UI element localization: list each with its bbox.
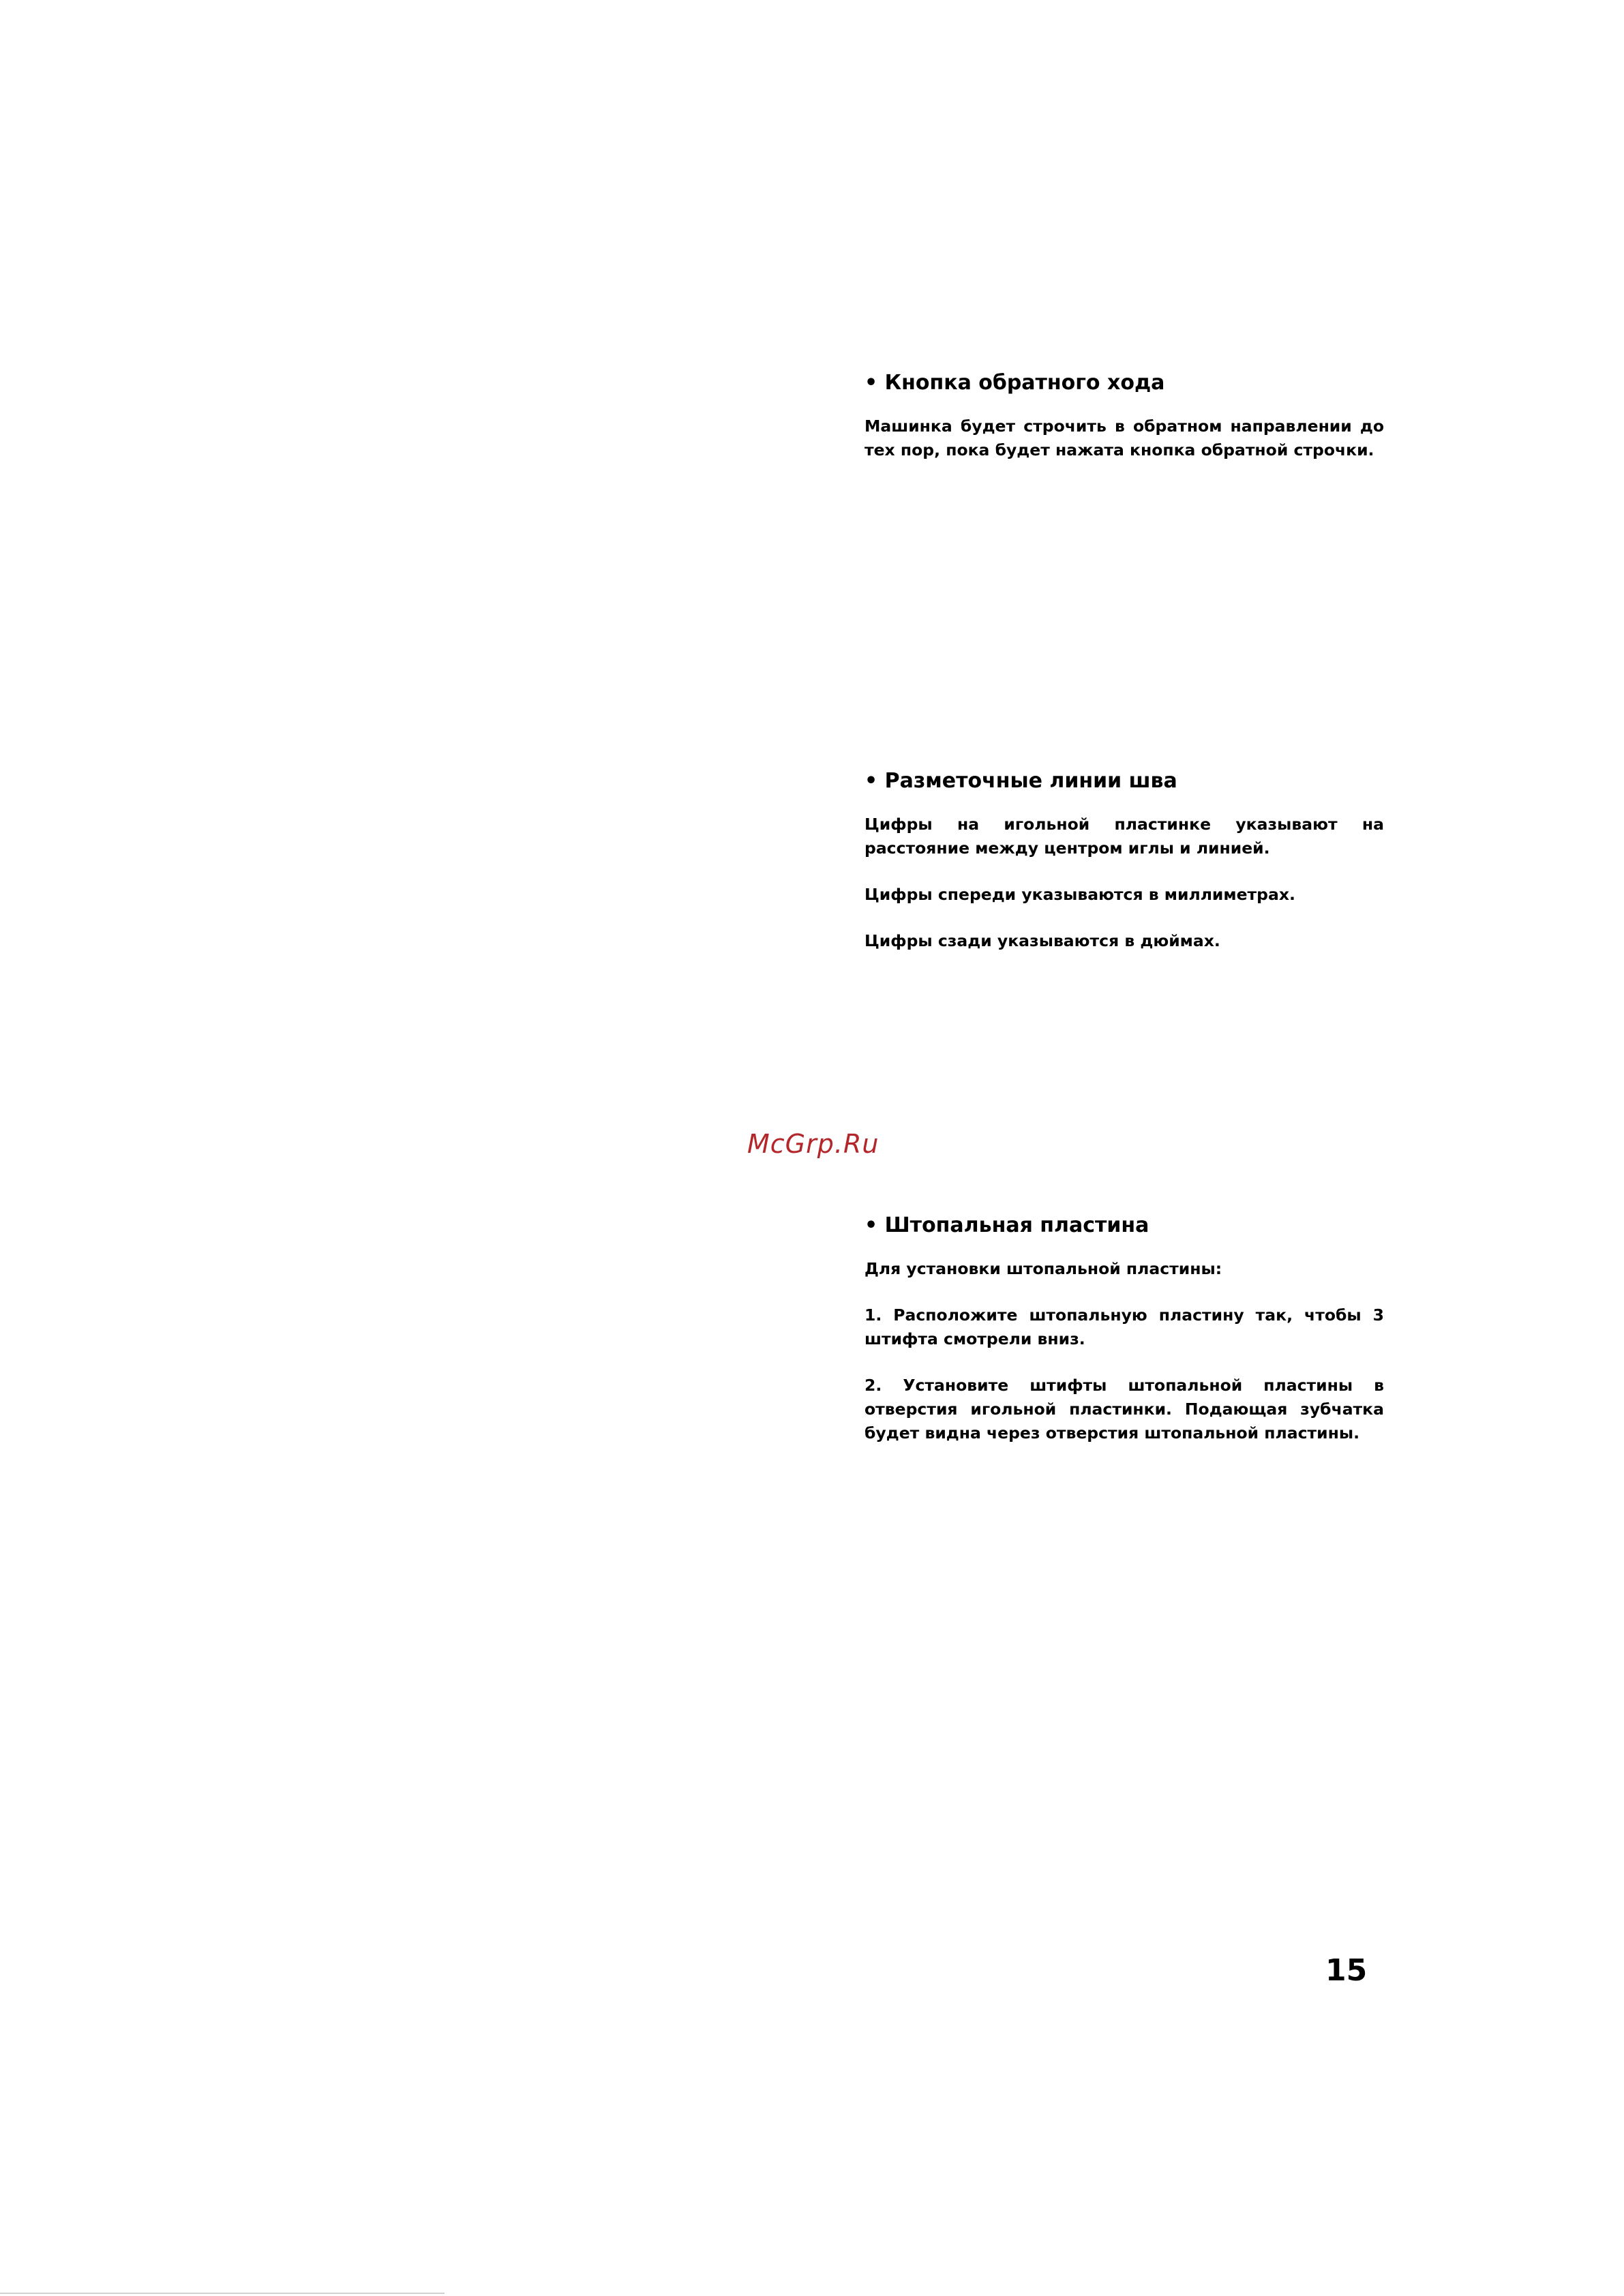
section-paragraph: Цифры сзади указываются в дюймах. [864, 931, 1220, 950]
section-paragraph: Цифры спереди указываются в миллиметрах. [864, 885, 1295, 904]
section-paragraph: Цифры на игольной пластинке указывают на расстояние между центром иглы и линией. [864, 815, 1384, 858]
watermark-text: McGrp.Ru [747, 1129, 879, 1159]
section-heading: • Разметочные линии шва [864, 769, 1177, 793]
section-heading: • Кнопка обратного хода [864, 371, 1165, 395]
section-darning-plate [864, 1213, 1384, 1445]
section-paragraph: Машинка будет строчить в обратном направлении до тех пор, пока будет нажата кнопка обратной строчки. [864, 417, 1384, 459]
bottom-divider [0, 2293, 445, 2294]
page-number: 15 [1325, 1953, 1368, 1988]
section-paragraph: 2. Установите штифты штопальной пластины в отверстия игольной пластинки. Подающая зубчатка будет видна через отверстия штопальной пластины. [864, 1376, 1384, 1442]
section-paragraph: 1. Расположите штопальную пластину так, чтобы 3 штифта смотрели вниз. [864, 1305, 1384, 1348]
section-reverse-button [864, 371, 1384, 462]
section-paragraph: Для установки штопальной пластины: [864, 1259, 1222, 1278]
section-heading: • Штопальная пластина [864, 1213, 1149, 1237]
section-seam-guide-lines [864, 769, 1384, 953]
